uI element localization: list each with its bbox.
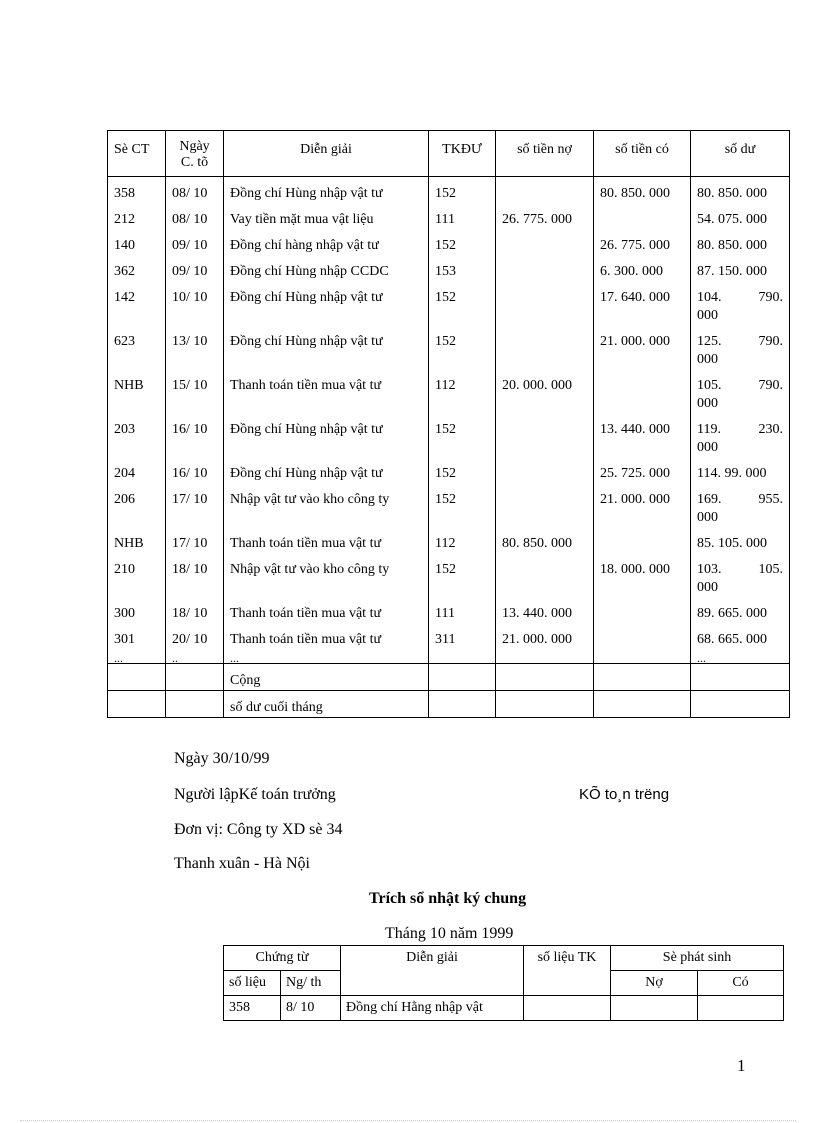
header-so-phat-sinh: Sè phát sinh — [611, 946, 784, 971]
cell-dien-giai: Thanh toán tiền mua vật tư — [224, 531, 429, 557]
cell-ngay: 17/ 10 — [166, 531, 224, 557]
cell-co — [594, 207, 691, 233]
cell-co — [594, 373, 691, 417]
cell-ngay: 13/ 10 — [166, 329, 224, 373]
cell-ngay: 16/ 10 — [166, 417, 224, 461]
table-row — [224, 996, 784, 1021]
cell-no — [496, 259, 594, 285]
cell-dien-giai: Thanh toán tiền mua vật tư — [224, 601, 429, 627]
cell-tk: 311 — [429, 627, 496, 653]
cell-du: 114. 99. 000 — [691, 461, 790, 487]
cell-ngay: 09/ 10 — [166, 259, 224, 285]
cell-du-line2: 000 — [697, 580, 718, 595]
cell-du — [691, 557, 790, 601]
cell-du-line2: 000 — [697, 440, 718, 455]
cell-du: 80. 850. 000 — [691, 233, 790, 259]
cell-tk: 152 — [429, 177, 496, 208]
cell-du-line2: 000 — [697, 352, 718, 367]
cell-ct: NHB — [108, 531, 166, 557]
cell-no — [496, 557, 594, 601]
closing-balance-label: số dư cuối tháng — [224, 691, 429, 718]
cell-tk: 112 — [429, 531, 496, 557]
cell-ellipsis: ... — [108, 653, 166, 664]
header-so-ct: Sè CT — [108, 131, 166, 177]
cell-co: 17. 640. 000 — [594, 285, 691, 329]
cell-ct: 203 — [108, 417, 166, 461]
table-row — [108, 233, 790, 259]
cell-tk: 152 — [429, 461, 496, 487]
header-no: Nợ — [611, 971, 698, 996]
journal-title: Trích sổ nhật ký chung — [369, 890, 527, 907]
cell-dien-giai: Đồng chí Hùng nhập vật tư — [224, 417, 429, 461]
header-so-lieu-tk: số liệu TK — [524, 946, 611, 996]
cell-du-line1: 104. 790. — [697, 290, 783, 305]
header-so-du: số dư — [691, 131, 790, 177]
table-row — [108, 417, 790, 461]
preparer-label: Người lậpKế toán trưởng — [174, 786, 336, 803]
cell-du-line2: 000 — [697, 396, 718, 411]
total-row — [108, 664, 790, 691]
ledger-table — [107, 130, 790, 718]
cell-no — [496, 461, 594, 487]
cell-ct: 210 — [108, 557, 166, 601]
cell-ngay: 18/ 10 — [166, 557, 224, 601]
cell-tk: 152 — [429, 233, 496, 259]
table-row — [108, 259, 790, 285]
cell-no — [496, 233, 594, 259]
cell-du-line1: 119. 230. — [697, 422, 783, 437]
header-so-tien-co: số tiền có — [594, 131, 691, 177]
cell-no — [611, 996, 698, 1021]
cell-ngay: 08/ 10 — [166, 207, 224, 233]
cell-co: 21. 000. 000 — [594, 329, 691, 373]
cell-dien-giai: Đồng chí Hùng nhập vật tư — [224, 177, 429, 208]
header-ct: C. tõ — [180, 155, 209, 170]
cell-ellipsis: ... — [224, 653, 429, 664]
cell-du: 87. 150. 000 — [691, 259, 790, 285]
cell-tk: 152 — [429, 329, 496, 373]
ellipsis-row — [108, 653, 790, 664]
cell-ct: 362 — [108, 259, 166, 285]
address-label: Thanh xuân - Hà Nội — [174, 855, 310, 872]
cell-ngay: 20/ 10 — [166, 627, 224, 653]
cell-no — [496, 329, 594, 373]
cell-du — [691, 487, 790, 531]
header-co: Có — [698, 971, 784, 996]
table-row — [108, 177, 790, 208]
header-so-lieu: số liệu — [224, 971, 281, 996]
cell-no — [496, 285, 594, 329]
cell-du: 80. 850. 000 — [691, 177, 790, 208]
page-divider — [20, 1120, 796, 1121]
cell-du: 89. 665. 000 — [691, 601, 790, 627]
cell-ngay: 16/ 10 — [166, 461, 224, 487]
cell-dien-giai: Thanh toán tiền mua vật tư — [224, 627, 429, 653]
cell-no: 20. 000. 000 — [496, 373, 594, 417]
cell-ngay: 08/ 10 — [166, 177, 224, 208]
cell-ct: 140 — [108, 233, 166, 259]
cell-ngay: 8/ 10 — [281, 996, 341, 1021]
cell-dien-giai: Đồng chí Hùng nhập vật tư — [224, 461, 429, 487]
cell-co: 25. 725. 000 — [594, 461, 691, 487]
header-dien-giai: Diễn giải — [224, 131, 429, 177]
cell-du — [691, 285, 790, 329]
header-chung-tu: Chứng từ — [224, 946, 341, 971]
cell-du: 54. 075. 000 — [691, 207, 790, 233]
cell-dien-giai: Đồng chí Hùng nhập CCDC — [224, 259, 429, 285]
table-row — [108, 601, 790, 627]
header-tkdu: TKĐƯ — [429, 131, 496, 177]
table-row — [108, 207, 790, 233]
table-row — [108, 557, 790, 601]
page-number: 1 — [737, 1056, 746, 1075]
header-so-tien-no: số tiền nợ — [496, 131, 594, 177]
cell-ct: 301 — [108, 627, 166, 653]
cell-ngay: 09/ 10 — [166, 233, 224, 259]
cell-dien-giai: Đồng chí Hùng nhập vật tư — [224, 285, 429, 329]
cell-ct: 358 — [108, 177, 166, 208]
cell-no — [496, 487, 594, 531]
cell-co — [594, 601, 691, 627]
cell-du-line1: 103. 105. — [697, 562, 783, 577]
table-row — [108, 627, 790, 653]
cell-ct: 204 — [108, 461, 166, 487]
header-ngay: Ngày — [179, 139, 210, 154]
cell-tk: 152 — [429, 417, 496, 461]
cell-dien-giai: Vay tiền mặt mua vật liệu — [224, 207, 429, 233]
table-row — [108, 329, 790, 373]
cell-no — [496, 177, 594, 208]
ledger-header-row — [108, 131, 790, 177]
cell-ellipsis: .. — [166, 653, 224, 664]
header-ngay-th: Ng/ th — [281, 971, 341, 996]
cell-dien-giai: Đồng chí hàng nhập vật tư — [224, 233, 429, 259]
cell-ct: NHB — [108, 373, 166, 417]
cell-du-line1: 169. 955. — [697, 492, 783, 507]
cell-co — [594, 627, 691, 653]
journal-table — [223, 945, 784, 1021]
header-dien-giai: Diễn giải — [341, 946, 524, 996]
cell-tk: 152 — [429, 487, 496, 531]
cell-co: 6. 300. 000 — [594, 259, 691, 285]
table-row — [108, 531, 790, 557]
cell-du — [691, 417, 790, 461]
cell-ellipsis: ... — [691, 653, 790, 664]
cell-du-line1: 125. 790. — [697, 334, 783, 349]
cell-ngay: 18/ 10 — [166, 601, 224, 627]
cell-no — [496, 417, 594, 461]
cell-du — [691, 329, 790, 373]
cell-dien-giai: Đồng chí Hùng nhập vật tư — [224, 329, 429, 373]
table-row — [108, 487, 790, 531]
cell-ngay: 10/ 10 — [166, 285, 224, 329]
table-row — [108, 373, 790, 417]
cell-so-lieu: 358 — [224, 996, 281, 1021]
cell-no: 13. 440. 000 — [496, 601, 594, 627]
cell-ngay: 15/ 10 — [166, 373, 224, 417]
cell-tk: 152 — [429, 557, 496, 601]
cell-co: 80. 850. 000 — [594, 177, 691, 208]
cell-du — [691, 373, 790, 417]
cell-dien-giai: Đồng chí Hằng nhập vật — [341, 996, 524, 1021]
cell-no: 21. 000. 000 — [496, 627, 594, 653]
cell-tk: 111 — [429, 601, 496, 627]
journal-month: Tháng 10 năm 1999 — [385, 925, 514, 942]
cell-no: 80. 850. 000 — [496, 531, 594, 557]
cell-co — [594, 531, 691, 557]
cell-dien-giai: Nhập vật tư vào kho công ty — [224, 487, 429, 531]
cell-du: 85. 105. 000 — [691, 531, 790, 557]
cell-co: 18. 000. 000 — [594, 557, 691, 601]
cell-tk: 152 — [429, 285, 496, 329]
cell-no: 26. 775. 000 — [496, 207, 594, 233]
table-row — [108, 461, 790, 487]
cell-tk: 111 — [429, 207, 496, 233]
cell-dien-giai: Nhập vật tư vào kho công ty — [224, 557, 429, 601]
header-ngay-ct — [166, 131, 224, 177]
cell-ct: 206 — [108, 487, 166, 531]
cell-du: 68. 665. 000 — [691, 627, 790, 653]
unit-label: Đơn vị: Công ty XD sè 34 — [174, 821, 343, 838]
cell-tk: 153 — [429, 259, 496, 285]
cell-co: 13. 440. 000 — [594, 417, 691, 461]
cell-ct: 300 — [108, 601, 166, 627]
cell-co: 21. 000. 000 — [594, 487, 691, 531]
table-row — [108, 285, 790, 329]
cell-du-line2: 000 — [697, 510, 718, 525]
cell-co: 26. 775. 000 — [594, 233, 691, 259]
cell-dien-giai: Thanh toán tiền mua vật tư — [224, 373, 429, 417]
cell-co — [698, 996, 784, 1021]
cell-du-line2: 000 — [697, 308, 718, 323]
cell-ct: 623 — [108, 329, 166, 373]
total-label: Cộng — [224, 664, 429, 691]
cell-du-line1: 105. 790. — [697, 378, 783, 393]
cell-ct: 142 — [108, 285, 166, 329]
cell-ngay: 17/ 10 — [166, 487, 224, 531]
cell-ct: 212 — [108, 207, 166, 233]
cell-tk: 112 — [429, 373, 496, 417]
signer-label: KÕ to¸n trëng — [579, 786, 670, 803]
report-date: Ngày 30/10/99 — [174, 750, 270, 767]
closing-balance-row — [108, 691, 790, 718]
cell-tk — [524, 996, 611, 1021]
journal-header-row — [224, 946, 784, 971]
